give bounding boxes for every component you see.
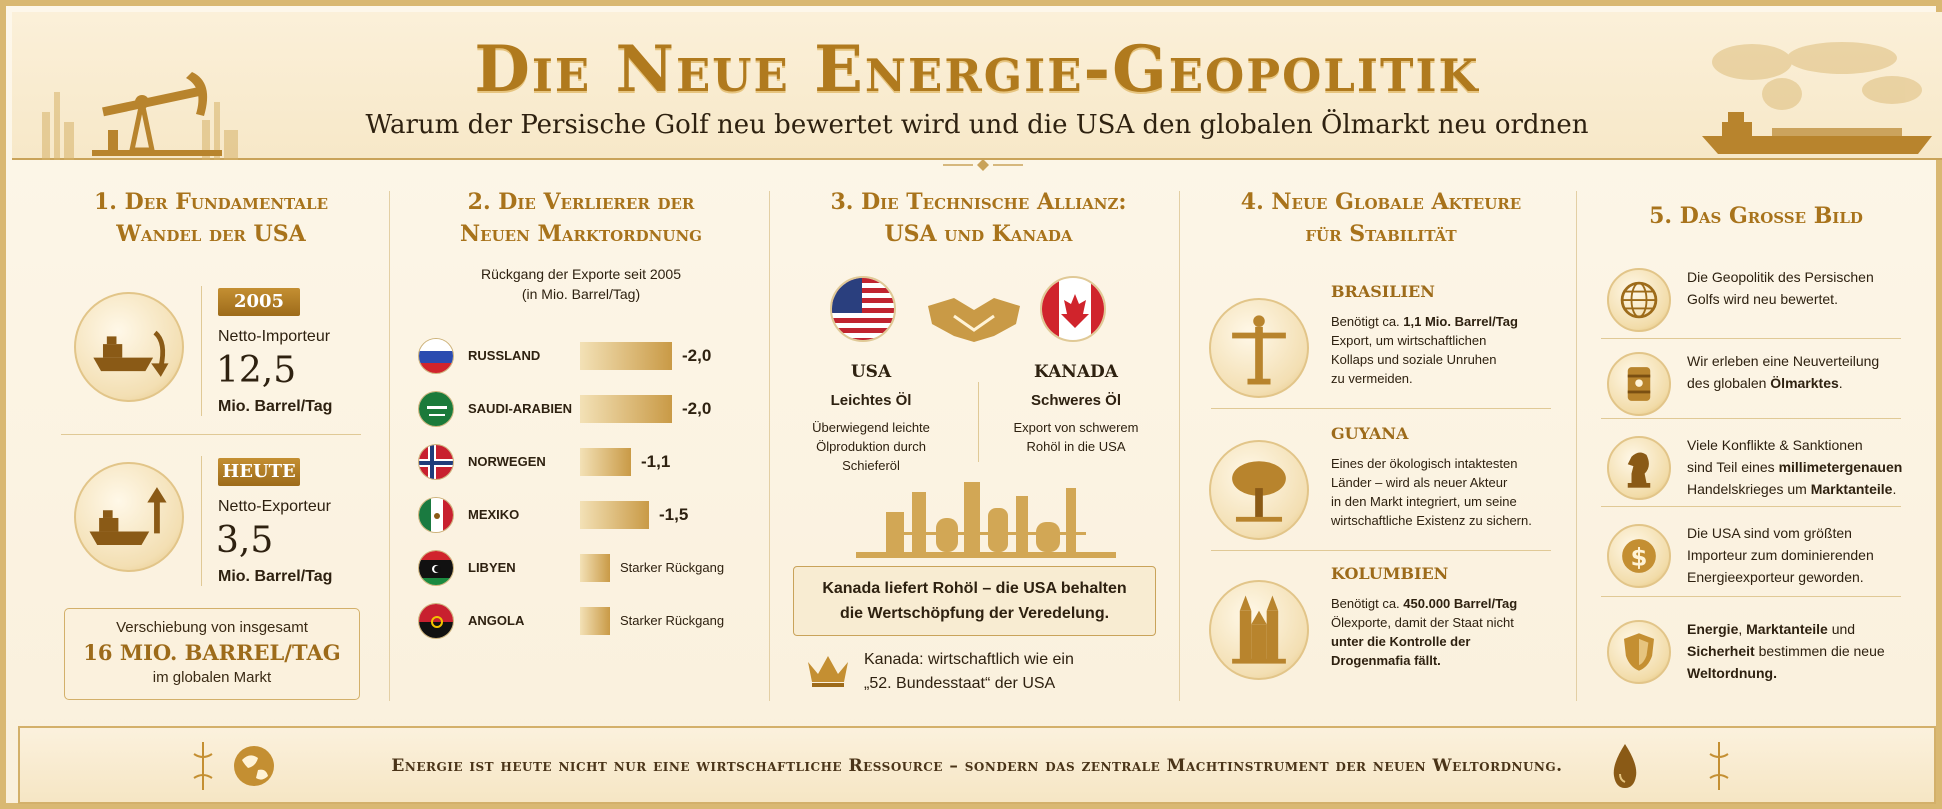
big-picture-item (1601, 514, 1911, 596)
section-losers (406, 186, 756, 706)
description-text: Benötigt ca. (1331, 596, 1404, 611)
column-divider (389, 191, 390, 701)
country-name: KANADA (1034, 362, 1118, 382)
country-label: NORWEGEN (468, 454, 546, 469)
bar (580, 395, 672, 423)
bar-value: -2,0 (682, 399, 712, 418)
section-usa-canada (786, 186, 1171, 706)
item-text-part: . (1773, 665, 1777, 681)
item-highlight: millimetergenauen (1778, 459, 1903, 475)
globe-icon (1607, 268, 1671, 332)
bar (580, 554, 610, 582)
box-line: Kanada liefert Rohöl – die USA behalten (822, 580, 1127, 597)
item-highlight: Ölmarktes (1770, 375, 1839, 391)
header-ornament-icon (943, 157, 1023, 173)
dollar-coin-icon (1607, 524, 1671, 588)
flag-mexico-icon (418, 497, 454, 533)
description-line: Rohöl in die USA (1026, 439, 1126, 454)
item-highlight: Energie (1687, 621, 1739, 637)
bar (580, 501, 649, 529)
bar-note: Starker Rückgang (620, 560, 725, 575)
section-usa-shift (56, 186, 366, 706)
page-title: Die Neue Energie-Geopolitik (474, 32, 1480, 107)
country-label: ANGOLA (468, 613, 525, 628)
page-subtitle: Warum der Persische Golf neu bewertet wird und die USA den globalen Ölmarkt neu ordnen (365, 110, 1589, 140)
section-title-line: 1. Der Fundamentale (93, 189, 329, 215)
country-label: LIBYEN (468, 560, 516, 575)
divider (1211, 550, 1551, 551)
actor-description (1331, 312, 1561, 388)
export-row (418, 336, 758, 376)
actor-name: BRASILIEN (1331, 282, 1435, 301)
item-text (1687, 434, 1911, 500)
divider (1601, 596, 1901, 597)
description-line: Ölproduktion durch (816, 439, 926, 454)
flag-angola-icon (418, 603, 454, 639)
item-line: Energieexporteur geworden. (1687, 569, 1864, 585)
bar (580, 342, 672, 370)
section-title-line: USA und Kanada (884, 221, 1073, 247)
item-highlight: Marktanteile (1746, 621, 1828, 637)
description-text: Eines der ökologisch intaktesten (1331, 456, 1518, 471)
description-line: Drogenmafia fällt. (1331, 653, 1441, 668)
divider (1601, 338, 1901, 339)
export-row (418, 548, 758, 588)
item-line (1687, 662, 1911, 684)
crown-icon (806, 652, 850, 688)
description-line: Länder – wird als neuer Akteur (1331, 475, 1508, 490)
item-line: Importeur zum dominierenden (1687, 547, 1874, 563)
unit: Mio. Barrel/Tag (218, 398, 333, 415)
item-text-part: Handelskrieges um (1687, 481, 1811, 497)
column-divider (1179, 191, 1180, 701)
section-title-line: 2. Die Verlierer der (467, 189, 695, 215)
item-highlight: Weltordnung (1687, 665, 1774, 681)
section-title-line: Wandel der USA (116, 221, 306, 247)
status-label: Netto-Importeur (218, 328, 331, 345)
status-label: Netto-Exporteur (218, 498, 331, 515)
chart-subtitle (406, 264, 756, 304)
actor-name: KOLUMBIEN (1331, 564, 1449, 583)
box-line: die Wertschöpfung der Veredelung. (839, 605, 1110, 622)
section-title-line: für Stabilität (1305, 221, 1457, 247)
ship-export-icon (74, 462, 184, 572)
item-text-part: und (1827, 621, 1856, 637)
section-title (786, 186, 1171, 250)
divider (201, 456, 202, 586)
ornament-icon (1706, 740, 1732, 792)
footer-banner (18, 726, 1936, 804)
description-line: in den Markt integriert, um seine (1331, 494, 1517, 509)
section-title (406, 186, 756, 250)
description-line (1331, 594, 1561, 613)
bar-value: -1,1 (641, 452, 671, 471)
section-title-line: 4. Neue Globale Akteure (1240, 189, 1522, 215)
section-title (56, 186, 366, 250)
export-row (418, 495, 758, 535)
flag-usa-icon (830, 276, 896, 342)
oil-barrel-icon (1607, 352, 1671, 416)
country-description (991, 418, 1161, 456)
big-picture-item (1601, 258, 1911, 340)
divider (1601, 506, 1901, 507)
value: 3,5 (216, 520, 274, 561)
value: 12,5 (216, 350, 297, 391)
actor-name: GUYANA (1331, 424, 1409, 443)
item-text (1687, 522, 1911, 588)
header (12, 12, 1942, 160)
item-line: Viele Konflikte & Sanktionen (1687, 437, 1863, 453)
export-row (418, 442, 758, 482)
year-badge: HEUTE (218, 458, 300, 486)
actor-brazil (1201, 282, 1561, 422)
country-label: RUSSLAND (468, 348, 541, 363)
unit: Mio. Barrel/Tag (218, 568, 333, 585)
country-label: SAUDI-ARABIEN (468, 401, 572, 416)
flag-norway-icon (418, 444, 454, 480)
description-line: Ölexporte, damit der Staat nicht (1331, 615, 1514, 630)
description-highlight: 1,1 Mio. Barrel/Tag (1403, 314, 1518, 329)
item-line: Wir erleben eine Neuverteilung (1687, 353, 1880, 369)
item-text-part: sind Teil eines (1687, 459, 1779, 475)
column-divider (769, 191, 770, 701)
oil-drop-icon (1608, 740, 1642, 792)
item-text (1687, 350, 1911, 394)
footer-text: Energie ist heute nicht nur eine wirtschaftliche Ressource – sondern das zentrale Machtinstrument der neuen Weltordnung. (391, 756, 1563, 776)
section-big-picture (1601, 186, 1911, 706)
item-text-part: des globalen (1687, 375, 1771, 391)
description-highlight: 450.000 Barrel/Tag (1403, 596, 1518, 611)
export-row (418, 601, 758, 641)
item-text-part: . (1838, 375, 1843, 391)
bar-value: -2,0 (682, 346, 712, 365)
big-picture-item (1601, 426, 1911, 508)
country-description (786, 418, 956, 475)
actor-description (1331, 594, 1561, 670)
export-row (418, 389, 758, 429)
description-line: Schieferöl (842, 458, 900, 473)
description-text: Benötigt ca. (1331, 314, 1404, 329)
flag-canada-icon (1040, 276, 1106, 342)
tree-icon (1209, 440, 1309, 540)
big-picture-item (1601, 342, 1911, 424)
divider (201, 286, 202, 416)
shield-icon (1607, 620, 1671, 684)
svg-text:$: $ (1630, 542, 1648, 572)
description-line: Überwiegend leichte (812, 420, 930, 435)
flag-saudi-arabia-icon (418, 391, 454, 427)
section-title (1201, 186, 1561, 250)
item-text-part: . (1892, 481, 1897, 497)
actor-description (1331, 454, 1561, 530)
flag-russia-icon (418, 338, 454, 374)
item-line (1687, 456, 1911, 478)
oil-type: Leichtes Öl (830, 392, 912, 409)
item-line (1687, 478, 1911, 500)
shift-line: im globalen Markt (152, 669, 272, 686)
refinery-icon (856, 472, 1116, 560)
description-line: zu vermeiden. (1331, 371, 1413, 386)
note-line: Kanada: wirtschaftlich wie ein (864, 651, 1074, 668)
chart-subtitle-line: (in Mio. Barrel/Tag) (521, 286, 641, 302)
divider (978, 382, 979, 462)
big-picture-item (1601, 610, 1911, 692)
actor-guyana (1201, 424, 1561, 564)
bar-value: -1,5 (659, 505, 689, 524)
bar (580, 448, 631, 476)
item-line (1687, 372, 1911, 394)
description-line (1331, 454, 1561, 473)
section-title: 5. Das Grosse Bild (1649, 203, 1863, 229)
item-line (1687, 640, 1911, 662)
note-line: „52. Bundesstaat“ der USA (864, 675, 1056, 692)
item-line: Die USA sind vom größten (1687, 525, 1852, 541)
item-line: Golfs wird neu bewertet. (1687, 291, 1838, 307)
item-text (1687, 266, 1911, 310)
divider (1601, 418, 1901, 419)
shift-amount: 16 MIO. BARREL/TAG (83, 640, 341, 665)
item-text (1687, 618, 1911, 684)
description-line: Kollaps und soziale Unruhen (1331, 352, 1497, 367)
shift-summary-box (64, 608, 360, 700)
exporter-today (56, 456, 366, 596)
year-badge: 2005 (218, 288, 300, 316)
item-highlight: Sicherheit (1687, 643, 1755, 659)
bar-note: Starker Rückgang (620, 613, 725, 628)
chess-knight-icon (1607, 436, 1671, 500)
country-label: MEXIKO (468, 507, 520, 522)
flag-libya-icon (418, 550, 454, 586)
section-new-actors (1201, 186, 1561, 706)
importer-2005 (56, 286, 366, 426)
description-line: wirtschaftliche Existenz zu sichern. (1331, 513, 1532, 528)
shift-line: Verschiebung von insgesamt (116, 619, 308, 636)
section-title-line: Neuen Marktordnung (460, 221, 702, 247)
world-map-tanker-icon (1692, 32, 1942, 160)
divider (61, 434, 361, 435)
chart-subtitle-line: Rückgang der Exporte seit 2005 (480, 266, 681, 282)
ship-import-icon (74, 292, 184, 402)
cathedral-icon (1209, 580, 1309, 680)
section-title-line: 3. Die Technische Allianz: (830, 189, 1127, 215)
item-text-part: , (1738, 621, 1747, 637)
state-note (864, 648, 1164, 696)
oil-type: Schweres Öl (1030, 392, 1122, 409)
canada-usa-note-box (793, 566, 1156, 636)
item-line: Die Geopolitik des Persischen (1687, 269, 1874, 285)
item-highlight: Marktanteile (1810, 481, 1893, 497)
bar (580, 607, 610, 635)
description-line (1331, 312, 1561, 331)
christ-statue-icon (1209, 298, 1309, 398)
divider (1211, 408, 1551, 409)
country-name: USA (850, 362, 892, 382)
handshake-icon (924, 286, 1024, 346)
description-line: Export von schwerem (1013, 420, 1139, 435)
actor-colombia (1201, 564, 1561, 704)
description-line: unter die Kontrolle der (1331, 634, 1471, 649)
description-line: Export, um wirtschaftlichen (1331, 333, 1487, 348)
column-divider (1576, 191, 1577, 701)
item-line (1687, 618, 1911, 640)
item-text-part: bestimmen die neue (1754, 643, 1885, 659)
